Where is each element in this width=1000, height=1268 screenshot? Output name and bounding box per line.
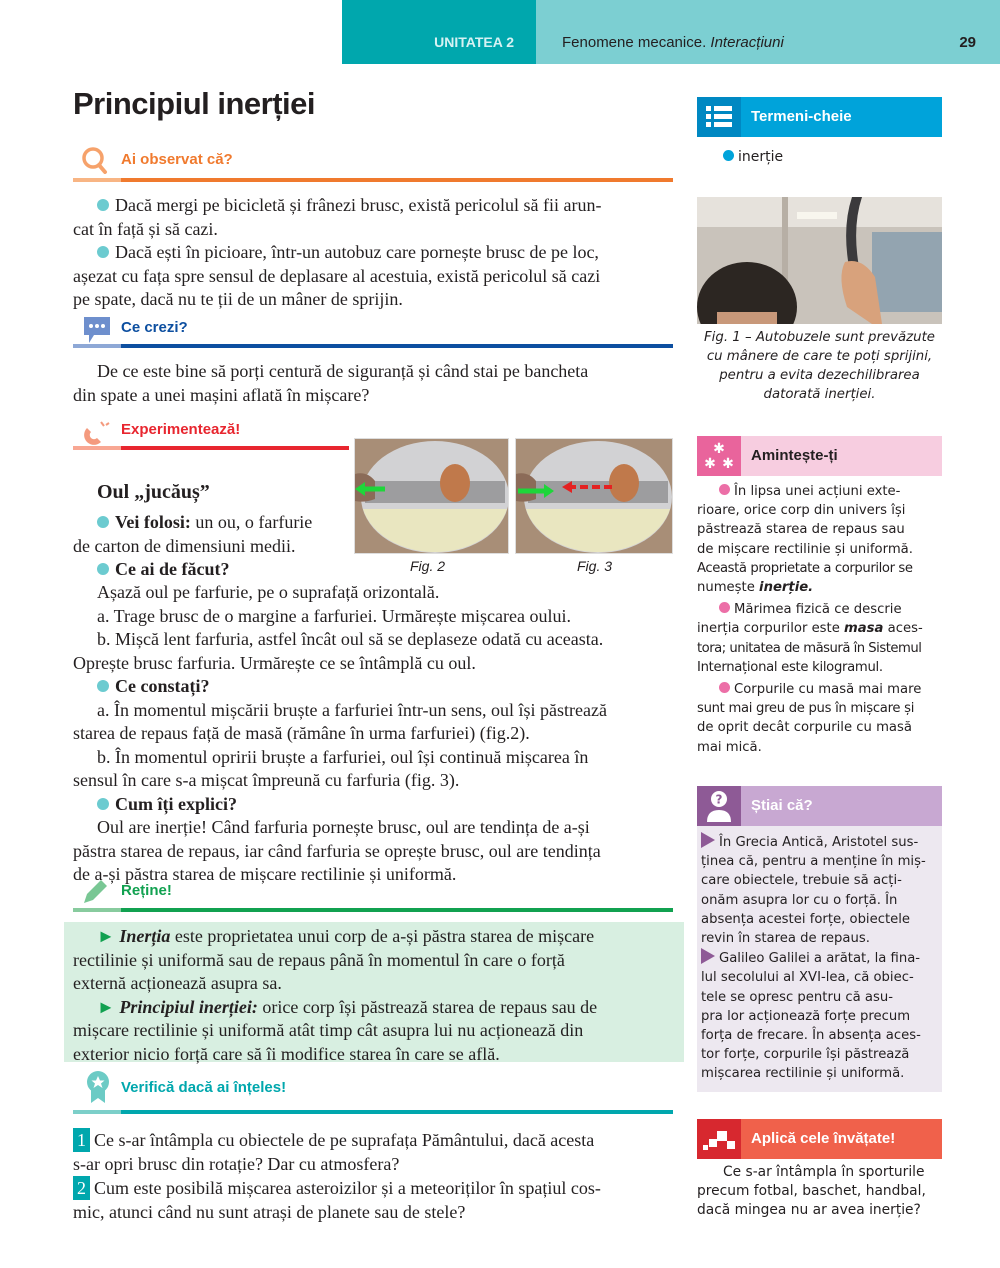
keywords-header — [697, 97, 942, 137]
keywords-label: Termeni-cheie — [751, 108, 852, 125]
page-number: 29 — [959, 34, 976, 51]
experiment-title: Oul „jucăuș” — [97, 481, 210, 503]
section-rule — [73, 344, 673, 348]
list-icon — [697, 97, 741, 137]
unit-label-band — [342, 0, 536, 64]
figure-2-caption: Fig. 2 — [410, 558, 446, 574]
apply-box — [697, 1119, 942, 1221]
apply-label: Aplică cele învățate! — [751, 1130, 896, 1147]
plate-egg-illustration — [516, 439, 673, 554]
section-header-experiment — [73, 418, 349, 452]
svg-text:✱: ✱ — [722, 456, 734, 472]
magnifier-icon — [81, 146, 109, 174]
blocks-icon — [697, 1119, 741, 1159]
bullet-dot — [719, 682, 730, 693]
figure-3-caption: Fig. 3 — [577, 558, 613, 574]
bullet-dot — [97, 680, 109, 692]
bullet-dot — [97, 199, 109, 211]
section-rule — [73, 446, 349, 450]
section-header-think — [73, 316, 673, 350]
bullet-dot — [719, 484, 730, 495]
apply-header — [697, 1119, 942, 1159]
apply-text: Ce s-ar întâmpla în sporturile precum fotbal, baschet, handbal, dacă mingea nu ar avea inerție? — [697, 1164, 926, 1219]
did-you-know-label: Știai că? — [751, 797, 813, 814]
experiment-steps: Așază oul pe farfurie, pe o suprafață orizontală. a. Trage brusc de o margine a farfuriei. Urmărește mișcarea oului. b. Mișcă lent farfuria, astfel încât oul să se deplaseze odată cu aceasta. Oprește brusc farfuria. Urmărește ce se întâmplă cu oul. Ce constați? a. În momentul mișcării bruște a farfuriei într-un sens, oul își păstrează starea de repaus față de masă (rămâne în urma farfuriei) (fig.2). b. În momentul opririi bruște a farfuriei, oul își continuă mișcarea în sensul în care s-a mișcat împreună cu farfuria (fig. 3). Cum îți explici? Oul are inerție! Când farfuria pornește brusc, oul are tendința de a-și păstra starea de repaus, iar când farfuria se oprește brusc, oul are tendința de a-și păstra starea de mișcare rectilinie și uniformă. — [73, 582, 607, 884]
section-header-observe — [73, 146, 673, 184]
reminder-header — [697, 436, 942, 476]
observe-text: Dacă mergi pe bicicletă și frânezi brusc, există pericolul să fii arun- cat în față și să cazi. Dacă ești în picioare, într-un autobuz care pornește brusc de pe loc, așezat cu fața spre sensul de deplasare al acestuia, există pericolul să cazi pe spate, dacă nu te ții de un mâner de sprijin. — [73, 195, 602, 309]
topic-title — [562, 34, 784, 51]
section-rule — [73, 908, 673, 912]
bullet-dot — [97, 798, 109, 810]
did-you-know-header — [697, 786, 942, 826]
section-rule — [73, 178, 673, 182]
bullet-dot — [97, 516, 109, 528]
definitions: ► Inerția este proprietatea unui corp de a-și păstra starea de mișcare rectilinie și uniformă sau de repaus până în momentul în care o forță externă acționează asupra sa. ► Principiul inerției: orice corp își păstrează starea de repaus sau de mișcare rectilinie și uniformă atât timp cât asupra lui nu acționează din exterior nicio forță care să îi modifice starea în care se află. — [73, 926, 598, 1064]
triangle-bullet-icon — [701, 832, 715, 848]
bus-handle-illustration — [697, 197, 942, 324]
svg-text:?: ? — [715, 792, 723, 807]
section-label-experiment: Experimentează! — [121, 421, 241, 438]
did-you-know-text: În Grecia Antică, Aristotel sus- ținea că, pentru a menține în miș- care obiectele, trebuie să acți- onăm asupra lor cu o forță. În absența acestei forțe, obiectele revin în starea de repaus. Galileo Galilei a arătat, la fina- lul secolului al XVI-lea, că obiec- tele se opresc pentru că asu- pra lor acționează forțe precum forța de frecare. În absența aces- tor forțe, corpurile își păstrează mișcarea rectilinie și uniformă. — [697, 832, 942, 1084]
figure-1-caption: Fig. 1 – Autobuzele sunt prevăzute cu mânere de care te poți sprijini, pentru a evita dezechilibrarea datorată inerției. — [704, 330, 935, 402]
snowflakes-icon — [697, 436, 741, 476]
reminder-text: În lipsa unei acțiuni exte- rioare, orice corp din univers își păstrează starea de repaus sau de mișcare rectilinie și uniformă. Această proprietate a corpurilor se numește inerție. Mărimea fizică ce descrie inerția corpurilor este masa aces- tora; unitatea de măsură în Sistemul Internațional este kilogramul. Corpurile cu masă mai mare sunt mai greu de pus în mișcare și de oprit decât corpurile cu masă mai mică. — [697, 484, 923, 755]
question-number: 2 — [73, 1176, 90, 1200]
topic-band — [536, 0, 1000, 64]
figure-2-photo — [354, 438, 509, 554]
keywords-box — [697, 97, 942, 165]
award-ribbon-icon — [85, 1070, 111, 1104]
plate-egg-illustration — [355, 439, 509, 554]
experiment-materials: Vei folosi: un ou, o farfurie de carton de dimensiuni medii. Ce ai de făcut? — [73, 512, 313, 579]
section-header-check — [73, 1070, 673, 1116]
svg-text:✱: ✱ — [704, 456, 716, 472]
triangle-bullet-icon — [701, 948, 715, 964]
speech-bubble-icon — [83, 316, 111, 344]
section-label-remember: Reține! — [121, 882, 172, 899]
section-label-think: Ce crezi? — [121, 319, 188, 336]
bullet-dot — [97, 246, 109, 258]
topic-italic: Interacțiuni — [710, 34, 784, 51]
topic-plain: Fenomene mecanice. — [562, 34, 707, 51]
keyword-item: inerție — [723, 149, 942, 165]
did-you-know-box — [697, 786, 942, 1092]
svg-text:✱: ✱ — [713, 441, 725, 457]
arrow-bullet-icon: ► — [97, 996, 115, 1017]
section-label-check: Verifică dacă ai înțeles! — [121, 1079, 287, 1096]
check-questions: 1 Ce s-ar întâmpla cu obiectele de pe suprafața Pământului, dacă acesta s-ar opri brusc din rotație? Dar cu atmosfera? 2 Cum este posibilă mișcarea asteroizilor și a meteoriților în spațiul cos- mic, atunci când nu sunt atrași de planete sau de stele? — [73, 1128, 673, 1224]
question-1: 1 Ce s-ar întâmpla cu obiectele de pe suprafața Pământului, dacă acesta — [73, 1128, 673, 1152]
magnet-icon — [83, 418, 111, 446]
figure-1-photo — [697, 197, 942, 324]
bullet-dot — [97, 563, 109, 575]
section-label-observe: Ai observat că? — [121, 151, 233, 168]
unit-label: UNITATEA 2 — [434, 34, 514, 50]
reminder-label: Amintește-ți — [751, 447, 838, 464]
section-header-remember — [73, 876, 673, 914]
reminder-box — [697, 436, 942, 757]
arrow-bullet-icon: ► — [97, 926, 115, 946]
section-rule — [73, 1110, 673, 1114]
person-question-icon — [697, 786, 741, 826]
bullet-dot — [723, 150, 734, 161]
figure-3-photo — [515, 438, 673, 554]
pencil-icon — [81, 876, 111, 906]
question-2: 2 Cum este posibilă mișcarea asteroizilor și a meteoriților în spațiul cos- — [73, 1176, 673, 1200]
think-text: De ce este bine să porți centură de siguranță și când stai pe bancheta din spate a unei mașini aflată în mișcare? — [73, 361, 589, 405]
bullet-dot — [719, 602, 730, 613]
page-title: Principiul inerției — [73, 86, 315, 121]
question-number: 1 — [73, 1128, 90, 1152]
